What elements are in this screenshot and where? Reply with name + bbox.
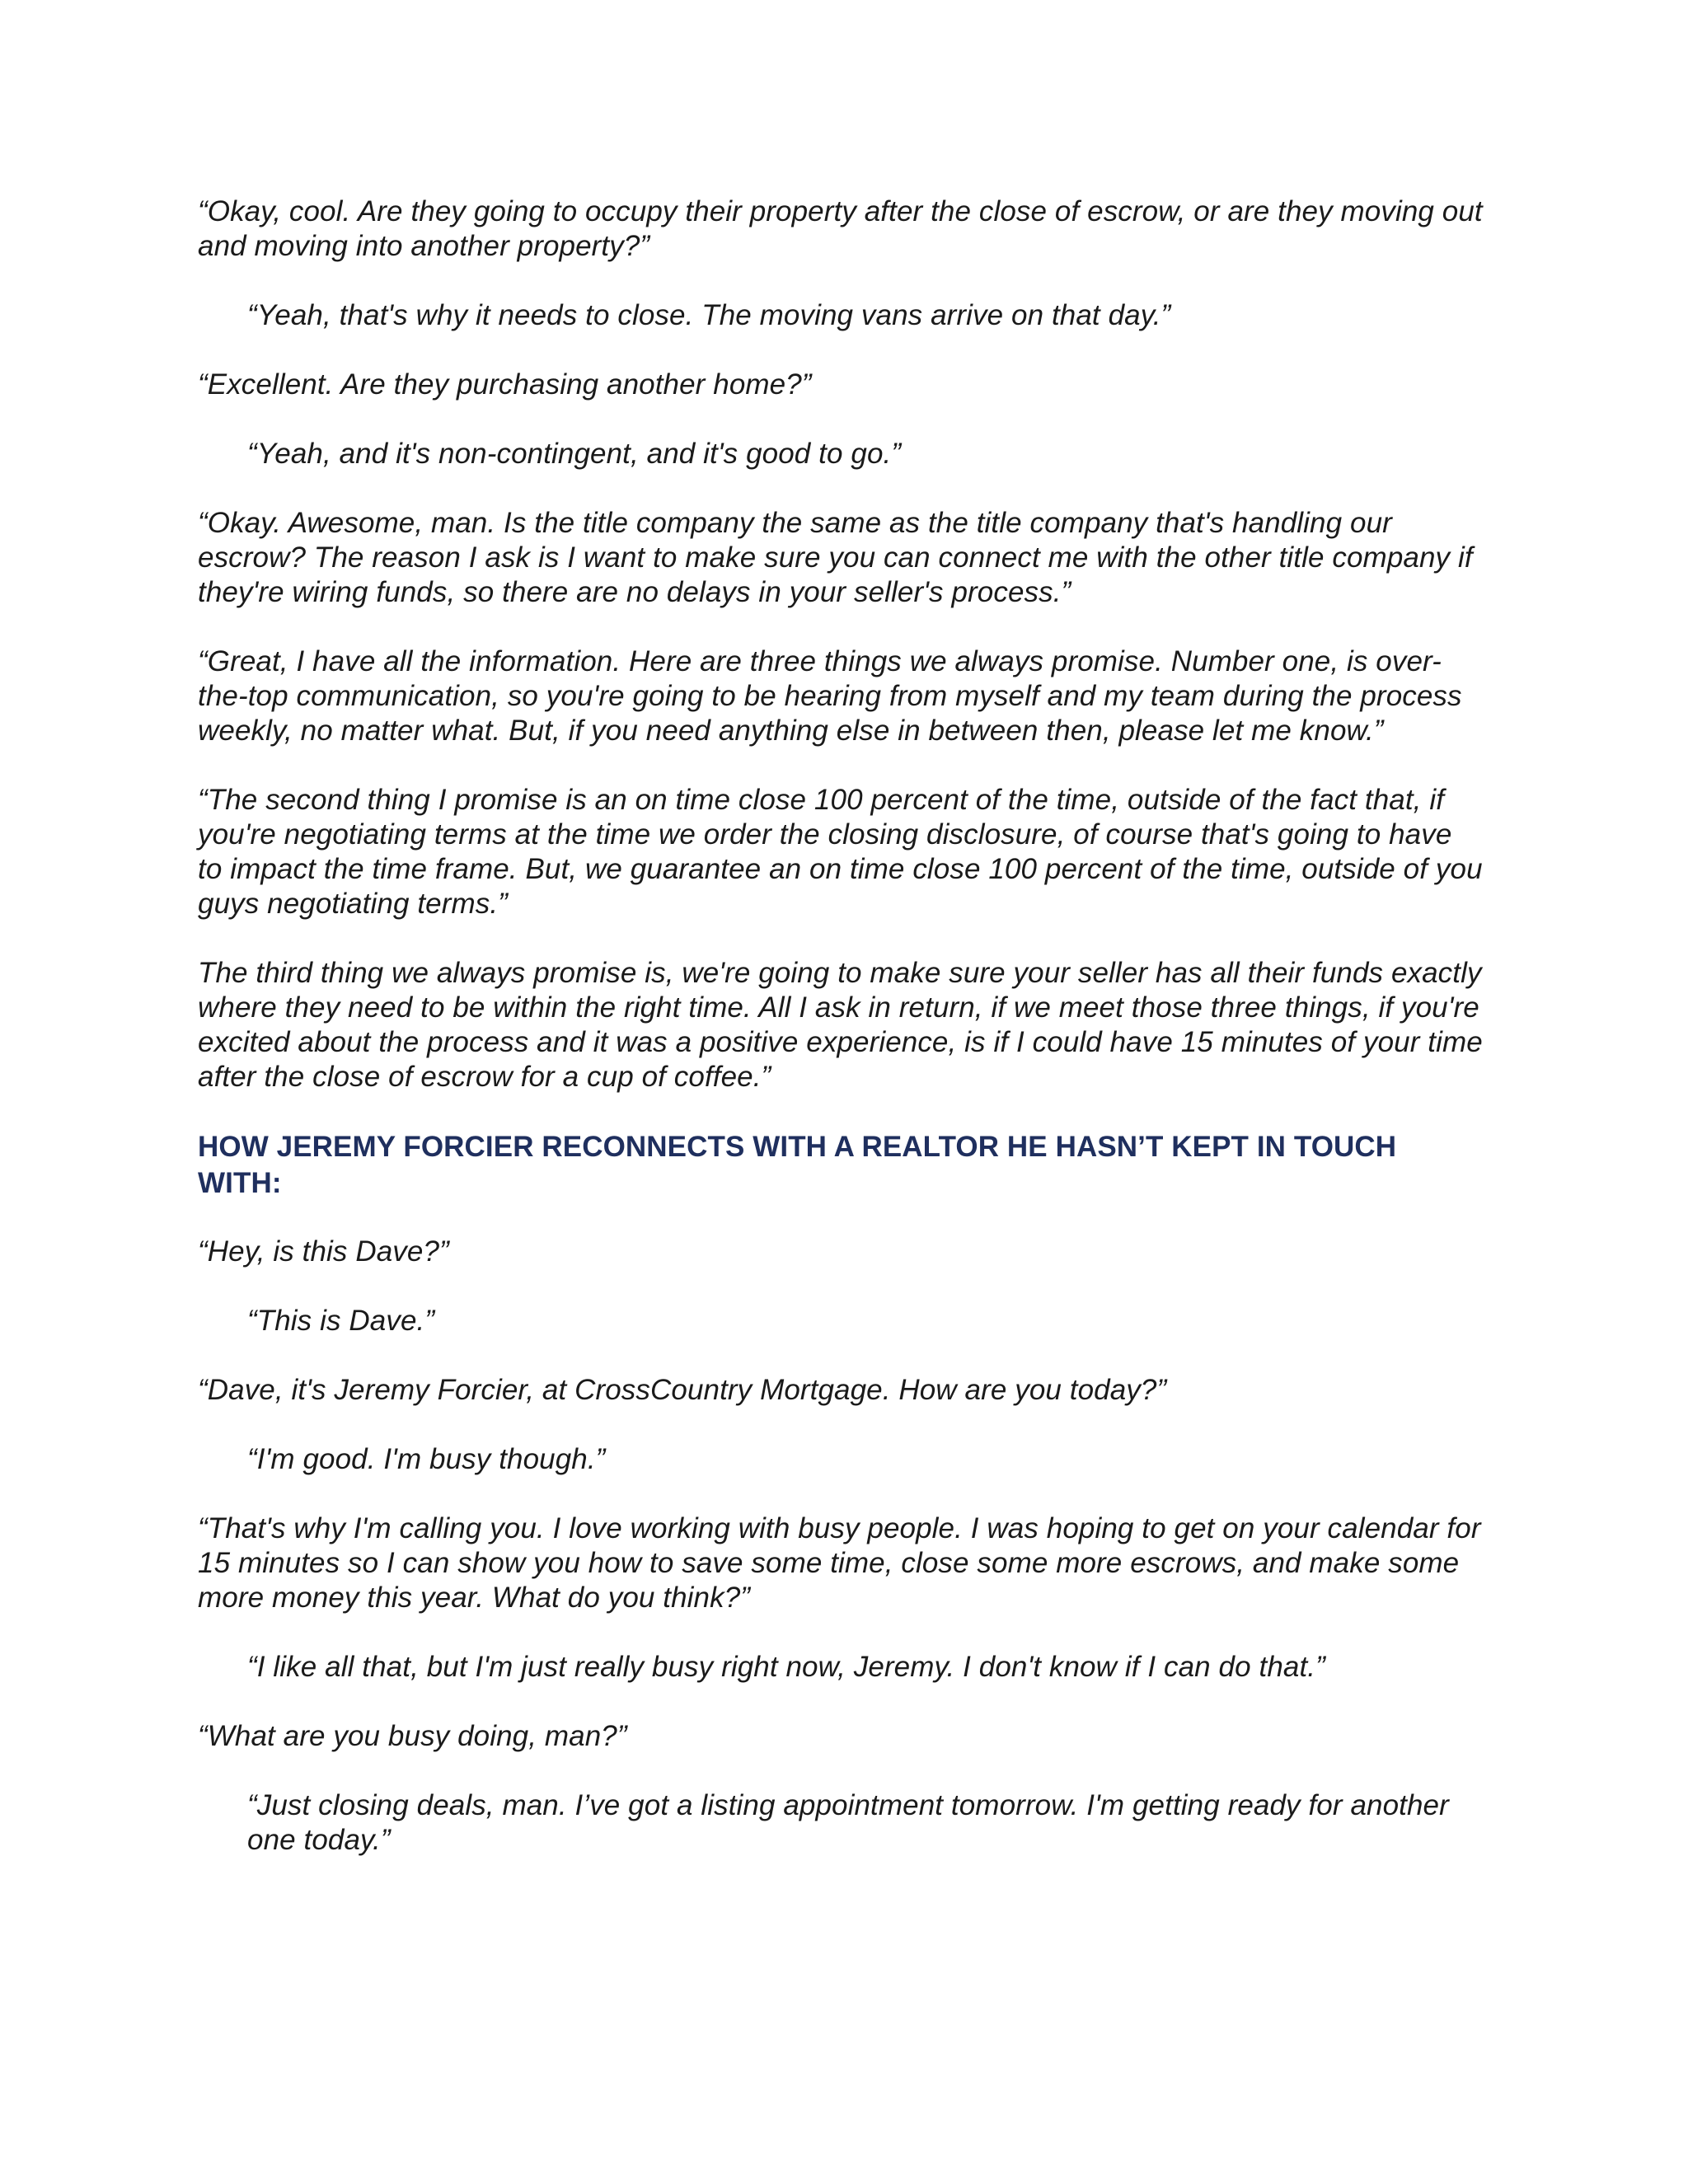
paragraph-occupy-question: “Okay, cool. Are they going to occupy their property after the close of escrow, or are they moving out and moving into another property?” [198, 195, 1483, 262]
dialogue-line-busy-reply: “I'm good. I'm busy though.” [247, 1443, 606, 1475]
dialogue-line-calendar-request: “That's why I'm calling you. I love working with busy people. I was hoping to get on your calendar for 15 minutes so I can show you how to save some time, close some more escrows, and make some more money this year. What do you think?” [198, 1512, 1481, 1614]
paragraph-purchasing-question: “Excellent. Are they purchasing another home?” [198, 368, 812, 401]
dialogue-line-closing-deals-reply: “Just closing deals, man. I’ve got a listing appointment tomorrow. I'm getting ready for another one today.” [247, 1789, 1449, 1856]
document-page [198, 194, 1484, 1892]
dialogue-line-introduction: “Dave, it's Jeremy Forcier, at CrossCountry Mortgage. How are you today?” [198, 1374, 1167, 1406]
paragraph-third-promise: The third thing we always promise is, we're going to make sure your seller has all their funds exactly where they need to be within the right time. All I ask in return, if we meet those three things, if you're excited about the process and it was a positive experience, is if I could have 15 minutes of your time after the close of escrow for a cup of coffee.” [198, 957, 1483, 1093]
paragraph-second-promise: “The second thing I promise is an on time close 100 percent of the time, outside of the fact that, if you're negotiating terms at the time we order the closing disclosure, of course that's going to have to impact the time frame. But, we guarantee an on time close 100 percent of the time, outside of you guys negotiating terms.” [198, 784, 1483, 920]
dialogue-line-busy-doing-question: “What are you busy doing, man?” [198, 1720, 627, 1752]
paragraph-moving-vans-reply: “Yeah, that's why it needs to close. The moving vans arrive on that day.” [247, 299, 1171, 331]
dialogue-line-this-is-dave: “This is Dave.” [247, 1305, 435, 1337]
dialogue-line-really-busy-reply: “I like all that, but I'm just really busy right now, Jeremy. I don't know if I can do that.” [247, 1651, 1325, 1683]
section-heading: HOW JEREMY FORCIER RECONNECTS WITH A REALTOR HE HASN’T KEPT IN TOUCH WITH: [198, 1131, 1397, 1199]
paragraph-three-promises: “Great, I have all the information. Here are three things we always promise. Number one, is over-the-top communication, so you're going to be hearing from myself and my team during the process weekly, no matter what. But, if you need anything else in between then, please let me know.” [198, 645, 1462, 747]
paragraph-non-contingent-reply: “Yeah, and it's non-contingent, and it's good to go.” [247, 438, 902, 470]
paragraph-title-company: “Okay. Awesome, man. Is the title company the same as the title company that's handling our escrow? The reason I ask is I want to make sure you can connect me with the other title company if they're wiring funds, so there are no delays in your seller's process.” [198, 507, 1473, 608]
dialogue-line-hey-dave: “Hey, is this Dave?” [198, 1235, 449, 1268]
